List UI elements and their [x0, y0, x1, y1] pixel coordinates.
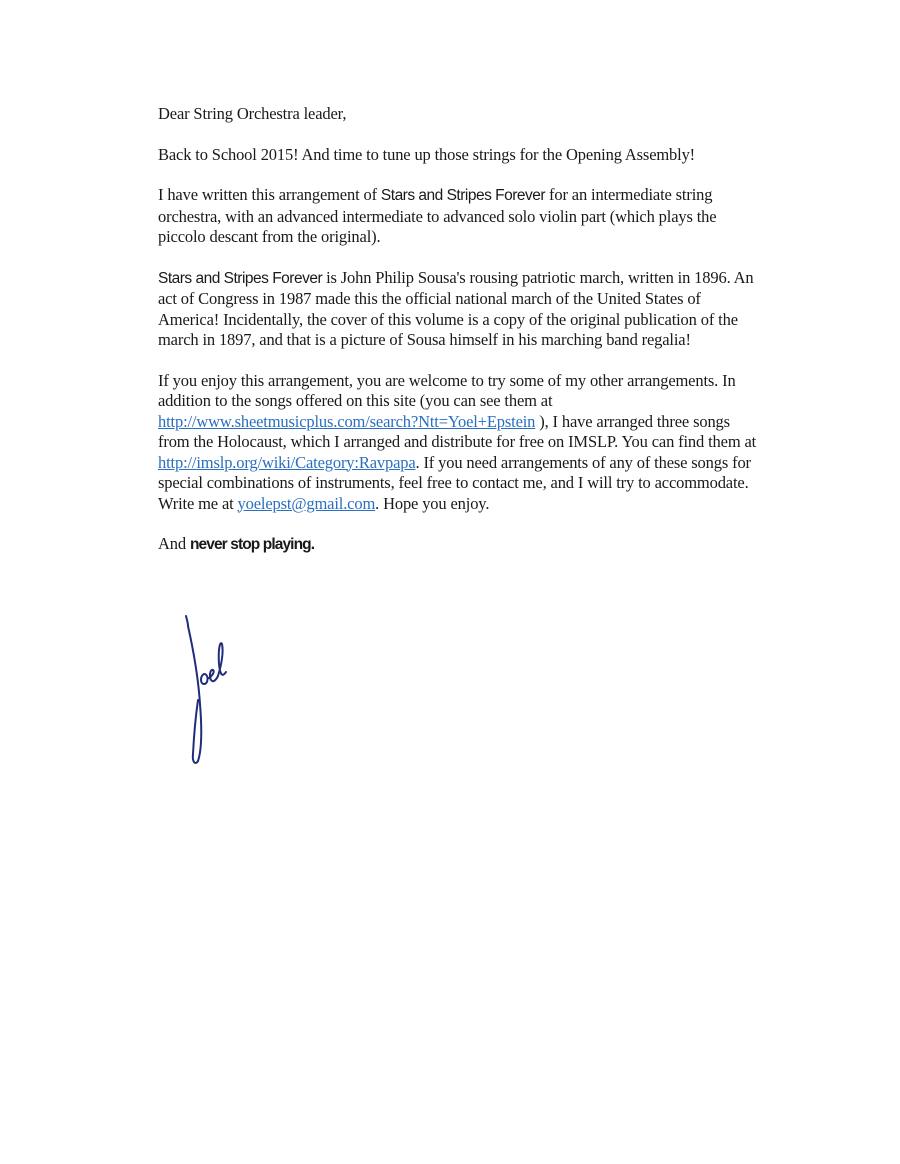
closing-line [158, 534, 758, 556]
email-link[interactable]: yoelepst@gmail.com [237, 493, 376, 513]
paragraph-other-text-3: . If you need arrangements of any of these songs for special combinations of instruments, feel free to contact me, and I will try to accommodate. Write me at [158, 452, 751, 513]
closing-emphasis: never stop playing. [189, 536, 315, 553]
closing-before: And [158, 534, 190, 553]
paragraph-history-text: is John Philip Sousa's rousing patriotic march, written in 1896. An act of Congress in 1987 made this the official national march of the United States of America! Incidentally, the cover of this volume is a copy of the original publication of the march in 1897, and that is a picture of Sousa himself in his marching band regalia! [158, 267, 754, 349]
paragraph-other-arrangements [158, 371, 758, 515]
paragraph-other-text-2: ), I have arranged three songs from the Holocaust, which I arranged and distribute for free on IMSLP. You can find them at [158, 411, 757, 451]
paragraph-opening-text: Back to School 2015! And time to tune up those strings for the Opening Assembly! [158, 144, 696, 164]
paragraph-opening [158, 145, 758, 166]
paragraph-history [158, 268, 758, 351]
paragraph-other-text-4: . Hope you enjoy. [375, 493, 490, 513]
paragraph-other-text-1: If you enjoy this arrangement, you are welcome to try some of my other arrangements. In addition to the songs offered on this site (you can see them at [158, 370, 736, 410]
piece-title: Stars and Stripes Forever [380, 187, 546, 204]
salutation-text: Dear String Orchestra leader, [158, 104, 347, 123]
signature-icon [176, 614, 246, 766]
paragraph-arrangement-after: for an intermediate string orchestra, with an advanced intermediate to advanced solo violin part (which plays the piccolo descant from the original). [158, 185, 717, 246]
sheetmusicplus-link[interactable]: http://www.sheetmusicplus.com/search?Ntt=Yoel+Epstein [158, 411, 536, 431]
paragraph-arrangement-before: I have written this arrangement of [158, 185, 381, 204]
letter-body [158, 104, 758, 576]
imslp-link[interactable]: http://imslp.org/wiki/Category:Ravpapa [158, 452, 416, 472]
piece-title: Stars and Stripes Forever [158, 269, 323, 287]
salutation [158, 104, 758, 125]
paragraph-arrangement [158, 185, 758, 248]
